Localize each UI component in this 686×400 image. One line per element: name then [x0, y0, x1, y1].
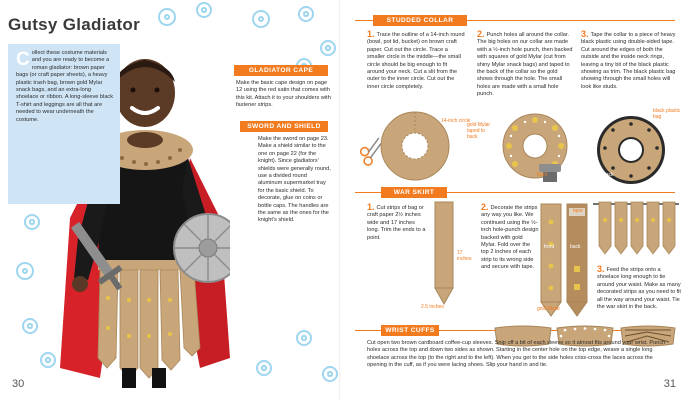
swirl-decoration	[256, 360, 272, 376]
left-page	[0, 0, 340, 400]
intro-dropcap: C	[16, 49, 30, 70]
collar-step-1	[367, 31, 465, 91]
step-number: 2.	[481, 202, 489, 212]
swirl-decoration	[24, 214, 40, 230]
step-number: 1.	[367, 202, 375, 212]
shield-heading: SWORD AND SHIELD	[240, 121, 328, 132]
intro-body: ollect these costume materials and you are ready to become a roman gladiator: brown paper bags (or craft paper sheets), a heavy plastic trash bag, brown gold Mylar snack bags, and an extra-long shoelace or ribbon. A long-sleeve black T-shirt and leggings are all that are needed to wear underneath the costume.	[16, 50, 114, 123]
swirl-decoration	[196, 2, 212, 18]
swirl-decoration	[322, 366, 338, 382]
intro-text	[16, 50, 114, 124]
step-text: Cut strips of bag or craft paper 2½ inches wide and 17 inches long. Trim the ends to a point.	[367, 205, 426, 241]
front-strip-label: front	[544, 244, 555, 250]
cape-heading: GLADIATOR CAPE	[234, 65, 328, 76]
swirl-decoration	[296, 330, 312, 346]
cuffs-heading: WRIST CUFFS	[381, 325, 439, 336]
step-text: Trace the outline of a 14-inch round (bowl, pot lid, bucket) on brown craft paper. Cut out the circle. Trace a smaller circle in the middle—the small circle should be big enough to fit around your neck. Cut a slit from the outer to the inner circle. Cut out the inner circle completely.	[367, 32, 465, 90]
intro-box	[8, 44, 120, 204]
step-number: 3.	[597, 264, 605, 274]
skirt-heading: WAR SKIRT	[381, 187, 447, 198]
back-strip-label: back	[570, 244, 581, 250]
collar-heading: STUDDED COLLAR	[373, 15, 467, 26]
skirt-decorated-strips-illustration	[537, 198, 593, 322]
cuffs-text: Cut open two brown cardboard coffee-cup sleeves. Snip off a bit of each sleeve so it almost fits around your wrist. Punch holes across the top and down two sides as shown. Starting in the center hole on the top edge, weave a single long shoelace across the top (to the right and to the left). When you get to the side holes criss-cross the laces across the opening in the cuff, as if you were lacing shoes. Slip your hand in and tie.	[367, 340, 666, 369]
swirl-decoration	[298, 6, 314, 22]
page-title: Gutsy Gladiator	[8, 15, 141, 34]
cape-text: Make the basic cape design on page 12 using the red satin that comes with this kit. Attach it to your shoulders with fastener strips.	[236, 80, 331, 109]
swirl-decoration	[40, 352, 56, 368]
skirt-step-3	[597, 266, 683, 311]
step-number: 1.	[367, 29, 375, 39]
length-label: 17 inches	[457, 250, 472, 262]
swirl-decoration	[158, 8, 176, 26]
tape-label: tape	[573, 208, 583, 214]
back-label: back	[603, 172, 614, 178]
swirl-decoration	[22, 318, 38, 334]
circle-label: 14-inch circle	[441, 118, 471, 124]
skirt-step-1	[367, 204, 427, 242]
page-number-left: 30	[12, 378, 25, 390]
width-label: 2.5 inches	[421, 304, 444, 310]
step-number: 3.	[581, 29, 589, 39]
skirt-assembled-illustration	[591, 196, 681, 262]
gold-mylar-label: gold Mylar	[537, 306, 561, 312]
collar-step-3	[581, 31, 681, 91]
mylar-label: gold Mylar taped to back	[467, 122, 491, 140]
swirl-decoration	[252, 10, 270, 28]
step-text: Feed the strips onto a shoelace long enough to tie around your waist. Make as many decorated strips as you need to fit all the way around your waist. Tie the war skirt in the back.	[597, 267, 681, 311]
black-bag-label: black plastic bag	[653, 108, 681, 120]
front-label: front	[537, 172, 548, 178]
page-number-right: 31	[663, 378, 676, 390]
swirl-decoration	[16, 262, 34, 280]
right-page	[341, 0, 686, 400]
step-number: 2.	[477, 29, 485, 39]
step-text: Punch holes all around the collar. The big holes on our collar are made with a ½-inch hole punch, then backed with squares of gold Mylar (cut from shiny Mylar snack bags) and taped to the back of the collar so the gold shows through the hole. The small holes are made with a small hole punch.	[477, 32, 573, 98]
skirt-step-2	[481, 204, 539, 272]
step-text: Tape the collar to a piece of heavy black plastic using double-sided tape. Cut around the edges of both the outside and the inside neck rings, leaving a tiny bit of the black plastic showing as trim. The black plastic bag showing through the small holes will look like studs.	[581, 32, 676, 90]
step-text: Decorate the strips any way you like. We continued using the ½-inch hole-punch design backed with gold Mylar. Fold over the top 2 inches of each strip to its wrong side and secure with tape.	[481, 205, 539, 271]
shield-text: Make the sword on page 23. Make a shield similar to the one on page 22 (for the knight). Since gladiators' shields were generally round, use a divided round aluminum supermarket tray for the basic shield. To decorate, glue on coins or bottle caps. The handles are the same as the ones for the knight's shield.	[258, 136, 331, 224]
swirl-decoration	[320, 40, 336, 56]
collar-step-2	[477, 31, 573, 99]
